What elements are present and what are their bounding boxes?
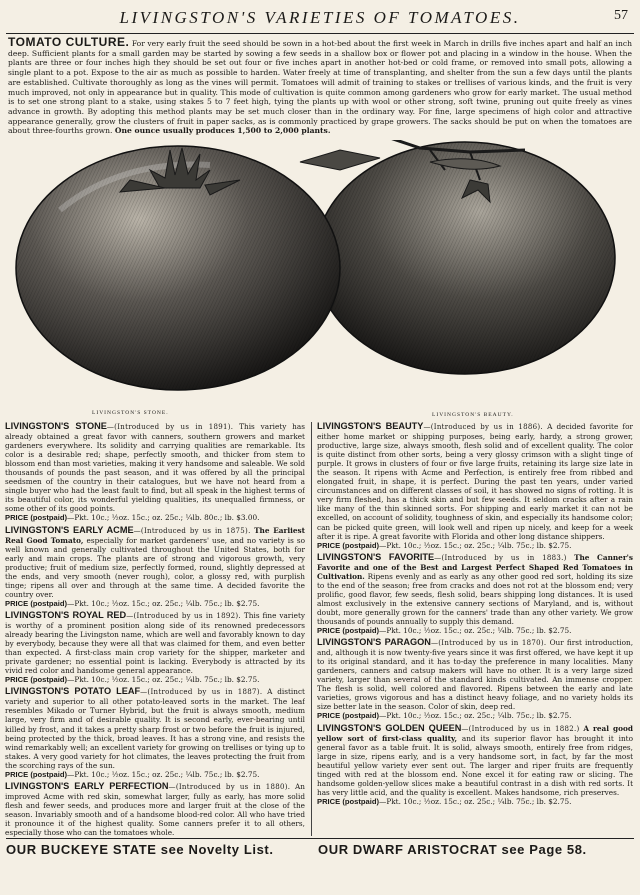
price-values: —Pkt. 10c.; ½oz. 15c.; oz. 25c.; ¼lb. 80c.; lb. $3.00. [67,513,260,523]
variety-golden-queen [317,724,633,806]
variety-description: A decided favorite for either home market or shipping purposes, being early, hardy, a strong grower, productive, large size, always smooth, flesh solid and of excellent quality. The color is quite distinct from other sorts, being a very glossy crimson with a slight tinge of purple. It grows in clusters of four or five large fruits, retaining its large size late in the season. It ripens with Acme and Perfection, is entirely free from ribbed and elongated fruit, in shape, it is perfect. During the past ten years, under varied circumstances and on different classes of soil, it has showed no signs of rotting. It is very firm fleshed, has a thick skin and but few seeds. It seldom cracks after a rain like many of the thin skinned sorts. For shipping and early market it can not be excelled, on account of solidity, toughness of skin, and especially its handsome color; can be picked quite green, will look well and ripen up nicely, and keep for a week after it is ripe. A great favorite with Florida and other long distance shippers. [317,422,633,541]
variety-introduced: —(Introduced by us in 1880). [168,782,291,791]
variety-lead: The Canner's Favorite and one of the Best and Largest Perfect Shaped Red Tomatoes in Cultivation. [317,552,633,581]
left-column [5,422,305,837]
variety-price [5,675,305,684]
tomato-right-beauty [315,142,615,374]
variety-introduced: —(Introduced by us in 1887). [140,688,263,697]
variety-price [317,797,633,806]
variety-name: LIVINGSTON'S PARAGON [317,637,431,648]
variety-lead: A real good yellow sort of first-class quality, [317,723,633,743]
variety-description: especially for market gardeners' use, and no variety is so well known and generally cultivated throughout the United States, both for early and main crops. The plants are of strong and vigorous growth, very productive; fruit of medium size, perfectly formed, round, slightly depressed at the ends, and very smooth (never rough), color, a glossy red, with purplish tinge; ripens all over and through at the same time. A decided favorite the country over. [5,535,305,599]
variety-potato-leaf [5,687,305,778]
section-body: For very early fruit the seed should be sown in a hot-bed about the first week in March in drills five inches apart and half an inch deep. Sufficient plants for a small garden may be started by sowing a few seeds in a shallow box or flower pot and placing in a window in the house. When the plants are three or four inches high they should be set out four or five inches apart in another hot-bed or cold frame, or removed into small pots, allowing a single plant to a pot. Expose to the air as much as possible to harden. Water freely at time of transplanting, and shelter from the sun a few days until the plants are established. Cultivate thoroughly as long as the vines will permit. Tomatoes will admit of training to stakes or trellises of various kinds, and the fruit is very much improved, not only in appearance but in quality. This mode of cultivation is quite common among gardeners who grow for early market. The usual method is to set one strong plant to a stake, using stakes 5 to 7 feet high, tying the plants up with wool or other strong, soft twine, pruning out quite freely as vines advance in growth. By adopting this method plants may be set much closer than in the ordinary way. For fine, large specimens of high color and attractive appearance generally, grow the clusters of fruit in paper sacks, as is commonly practiced by grape growers. The sacks should be put on when the tomatoes are about three-fourths grown. [8,39,632,136]
variety-stone [5,422,305,523]
price-label: PRICE (postpaid) [317,626,380,636]
variety-name: LIVINGSTON'S ROYAL RED [5,609,127,620]
caption-stone: LIVINGSTON'S STONE. [92,410,169,416]
price-values: —Pkt. 10c.; ½oz. 15c.; oz. 25c.; ¼lb. 75c.; lb. $2.75. [379,540,572,550]
caption-beauty: LIVINGSTON'S BEAUTY. [432,412,514,418]
right-column [317,422,633,837]
variety-early-perfection [5,782,305,837]
price-values: —Pkt. 10c.; ½oz. 15c.; oz. 25c.; ¼lb. 75c.; lb. $2.75. [379,796,572,806]
column-divider [311,422,312,836]
page-title: LIVINGSTON'S VARIETIES OF TOMATOES. [119,8,521,27]
section-emphasis: One ounce usually produces 1,500 to 2,000 plants. [114,126,331,136]
tomato-illustration [0,140,640,422]
price-label: PRICE (postpaid) [317,711,380,721]
variety-description: Our first introduction, and, although it is now twenty-five years since it was first offered, we have kept it up to its original standard, and it has to-day the preference in many localities. Many gardeners, canners and catsup makers will have no other. It is a very large sized variety, larger than several of the standard kinds cultivated. An immense cropper. The flesh is solid, well colored and flavored. Ripens between the early and late varieties, grows vigorous and has a distinct heavy foliage, and no variety holds its size better late in the season. Color of skin, deep red. [317,638,633,712]
variety-early-acme [5,526,305,608]
price-label: PRICE (postpaid) [5,675,68,685]
price-values: —Pkt. 10c.; ½oz. 15c.; oz. 25c.; ¼lb. 75c.; lb. $2.75. [379,711,572,721]
price-values: —Pkt. 10c.; ½oz. 15c.; oz. 25c.; ¼lb. 75c.; lb. $2.75. [379,626,572,636]
variety-name: LIVINGSTON'S GOLDEN QUEEN [317,722,462,733]
footer-dwarf-aristocrat: OUR DWARF ARISTOCRAT see Page 58. [318,842,587,857]
price-label: PRICE (postpaid) [5,598,68,608]
variety-price [5,513,305,522]
variety-introduced: —(Introduced by us in 1870). [430,639,547,648]
variety-royal-red [5,611,305,684]
variety-lead: The Earliest Real Good Tomato, [5,525,305,545]
price-values: —Pkt. 10c.; ½oz. 15c.; oz. 25c.; ¼lb. 75c.; lb. $2.75. [67,769,260,779]
variety-price [317,711,633,720]
variety-paragon [317,638,633,720]
variety-favorite [317,553,633,635]
variety-introduced: —(Introduced by us in 1875). [133,526,251,535]
variety-description: This fine variety is worthy of a prominent position along side of its renowned predecessors already bearing the Livingston name, which are well and favorably known to day by everybody, because they were all that was claimed for them, and even better than expected. A first-class main crop variety for the shipper, marketer and private gardener; no essential point is lacking. Everybody is attracted by its vivid red color and handsome general appearance. [5,610,305,676]
variety-name: LIVINGSTON'S FAVORITE [317,551,435,562]
variety-introduced: —(Introduced by us in 1886). [423,423,543,431]
variety-description: A distinct variety and superior to all other potato-leaved sorts in the market. The leaf resembles Mikado or Turner Hybrid, but the fruit is always smooth, medium large, very firm and of desirable quality. It is second early, ever-bearing until killed by frost, and it takes a pretty sharp frost or two before the fruit is injured, being protected by the thick, broad leaves. It has a strong vine, and resists the wind remarkably well; an excellent variety for growing on trellises or tying up to stakes. A very good variety for hot climates, the leaves protecting the fruit from the scorching rays of the sun. [5,687,305,770]
footer-buckeye-state: OUR BUCKEYE STATE see Novelty List. [6,842,274,857]
variety-name: LIVINGSTON'S BEAUTY [317,422,424,431]
variety-description: Ripens evenly and as early as any other good red sort, holding its size to the end of the season; free from cracks and does not rot at the blossom end; very prolific, good flavor, few seeds, flesh solid, bears shipping long distances. It is used almost exclusively in the extensive cannery sections of Maryland, and is, without doubt, more generally grown for the canners' trade than any other variety. We grow thousands of pounds annually to supply this demand. [317,571,633,626]
variety-introduced: —(Introduced by us in 1892). [126,611,241,620]
price-label: PRICE (postpaid) [5,769,68,779]
variety-name: LIVINGSTON'S POTATO LEAF [5,686,141,697]
price-values: —Pkt. 10c.; ½oz. 15c.; oz. 25c.; ¼lb. 75c.; lb. $2.75. [67,675,260,685]
page-number: 57 [614,8,628,23]
variety-introduced: —(Introduced by us in 1883.) [434,553,567,562]
variety-name: LIVINGSTON'S EARLY ACME [5,524,134,535]
page-header [0,6,640,32]
tomato-culture-section [8,35,632,136]
price-label: PRICE (postpaid) [317,540,380,550]
variety-description: This variety has already obtained a great favor with canners, southern growers and market gardeners everywhere. Its solidity and carrying qualities are remarkable. Its color is a desirable red; shape, perfectly smooth, and thicker from stem to blossom end than most varieties, making it very handsome and saleable. We sold thousands of pounds the past season, and it was offered by all the principal seedsmen of the country in their catalogues, but we have not heard from a single buyer who had the least fault to find, but all speak in the highest terms of its beautiful color, its wonderful yielding qualities, its unequalled firmness, or some other of its good points. [5,422,305,514]
variety-description: An improved Acme with red skin, somewhat larger, fully as early, has more solid flesh and fewer seeds, and produces more and larger fruit at the close of the season. Invariably smooth and of a handsome blood-red color. All who have tried it pronounce it of the highest quality. Some canners prefer it to all others, especially those who can the tomatoes whole. [5,781,305,837]
price-label: PRICE (postpaid) [5,513,68,523]
variety-price [317,626,633,635]
price-values: —Pkt. 10c.; ½oz. 15c.; oz. 25c.; ¼lb. 75c.; lb. $2.75. [67,598,260,608]
header-rule [6,33,634,34]
price-label: PRICE (postpaid) [317,796,380,806]
variety-price [5,599,305,608]
variety-introduced: —(Introduced by us in 1882.) [461,724,580,733]
variety-price [317,541,633,550]
variety-price [5,770,305,779]
footer-rule [6,838,634,839]
variety-description: and its superior flavor has brought it into general favor as a table fruit. It is solid, always smooth, entirely free from ridges, large in size, ripens early, and is a very handsome sort, in fact, by far the most beautiful yellow variety ever sent out. The larger and riper fruits are frequently tinged with red at the blossom end. None excel it for eating raw or slicing. The handsome golden-yellow slices make a beautiful contrast in a dish with red sorts. It has very little acid, and the quality is excellent. Makes handsome, rich preserves. [317,733,633,797]
variety-name: LIVINGSTON'S EARLY PERFECTION [5,780,169,791]
variety-name: LIVINGSTON'S STONE [5,422,107,431]
section-heading: TOMATO CULTURE. [8,35,130,49]
variety-beauty [317,422,633,550]
variety-introduced: —(Introduced by us in 1891). [106,423,234,431]
